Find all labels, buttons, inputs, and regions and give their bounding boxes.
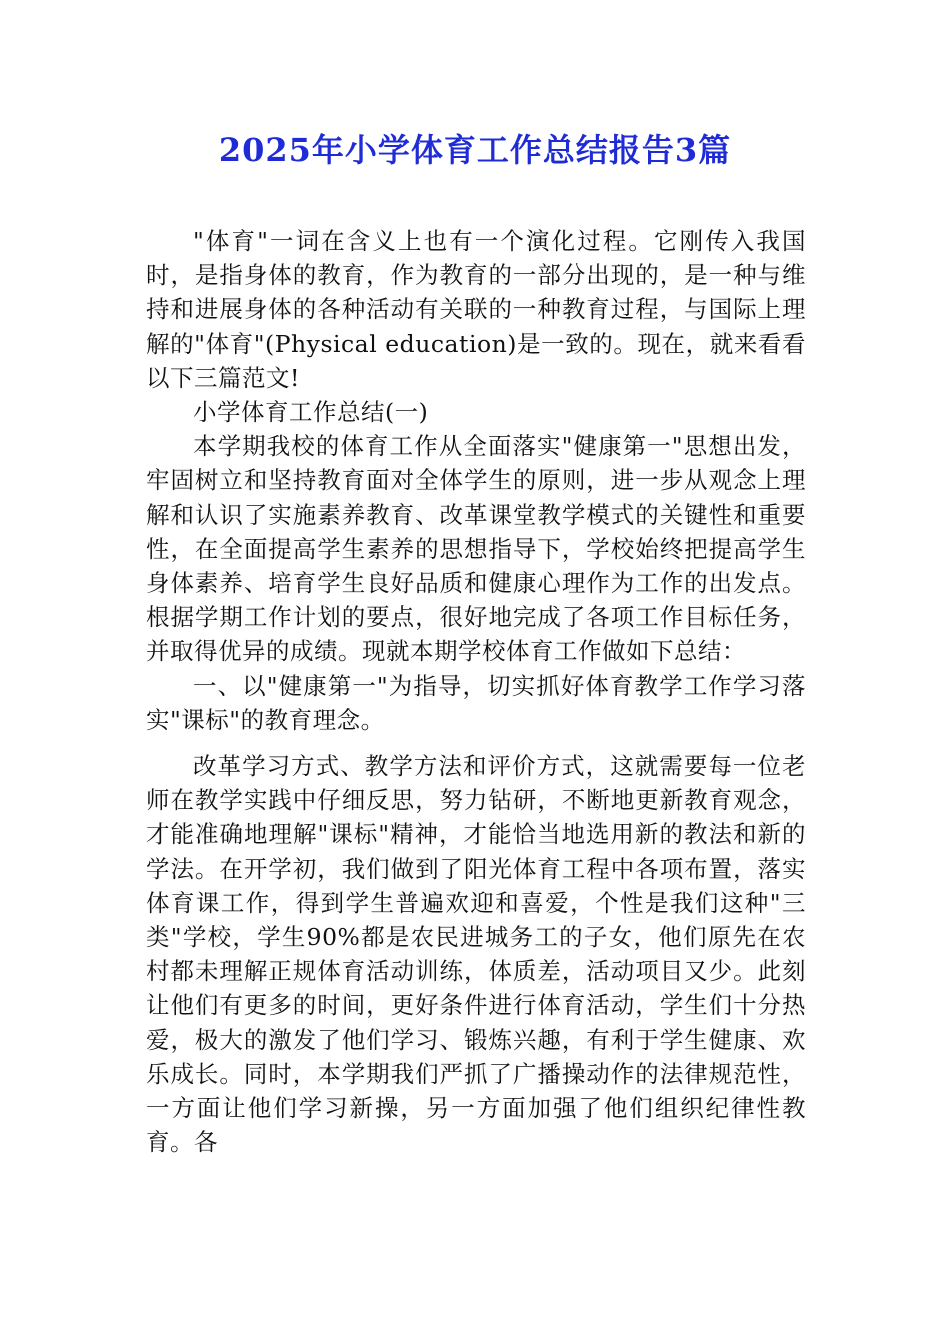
document-title: 2025年小学体育工作总结报告3篇 [218, 131, 732, 169]
subsection-heading: 一、以"健康第一"为指导，切实抓好体育教学工作学习落实"课标"的教育理念。 [146, 671, 806, 734]
body-paragraph: 本学期我校的体育工作从全面落实"健康第一"思想出发，牢固树立和坚持教育面对全体学生的原则，进一步从观念上理解和认识了实施素养教育、改革课堂教学模式的关键性和重要性，在全面提高学生素养的思想指导下，学校始终把提高学生身体素养、培育学生良好品质和健康心理作为工作的出发点。根据学期工作计划的要点，很好地完成了各项工作目标任务，并取得优异的成绩。现就本期学校体育工作做如下总结： [146, 432, 806, 666]
section-heading: 小学体育工作总结(一) [193, 398, 429, 427]
intro-paragraph: "体育"一词在含义上也有一个演化过程。它刚传入我国时，是指身体的教育，作为教育的一部分出现的，是一种与维持和进展身体的各种活动有关联的一种教育过程，与国际上理解的"体育"(Physical education)是一致的。现在，就来看看以下三篇范文! [146, 227, 806, 392]
document-body [146, 224, 806, 1159]
body-paragraph: 改革学习方式、教学方法和评价方式，这就需要每一位老师在教学实践中仔细反思，努力钻研，不断地更新教育观念，才能准确地理解"课标"精神，才能恰当地选用新的教法和新的学法。在开学初，我们做到了阳光体育工程中各项布置，落实体育课工作，得到学生普遍欢迎和喜爱，个性是我们这种"三类"学校，学生90%都是农民进城务工的子女，他们原先在农村都未理解正规体育活动训练，体质差，活动项目又少。此刻让他们有更多的时间，更好条件进行体育活动，学生们十分热爱，极大的激发了他们学习、锻炼兴趣，有利于学生健康、欢乐成长。同时，本学期我们严抓了广播操动作的法律规范性，一方面让他们学习新操，另一方面加强了他们组织纪律性教育。各 [146, 752, 806, 1157]
